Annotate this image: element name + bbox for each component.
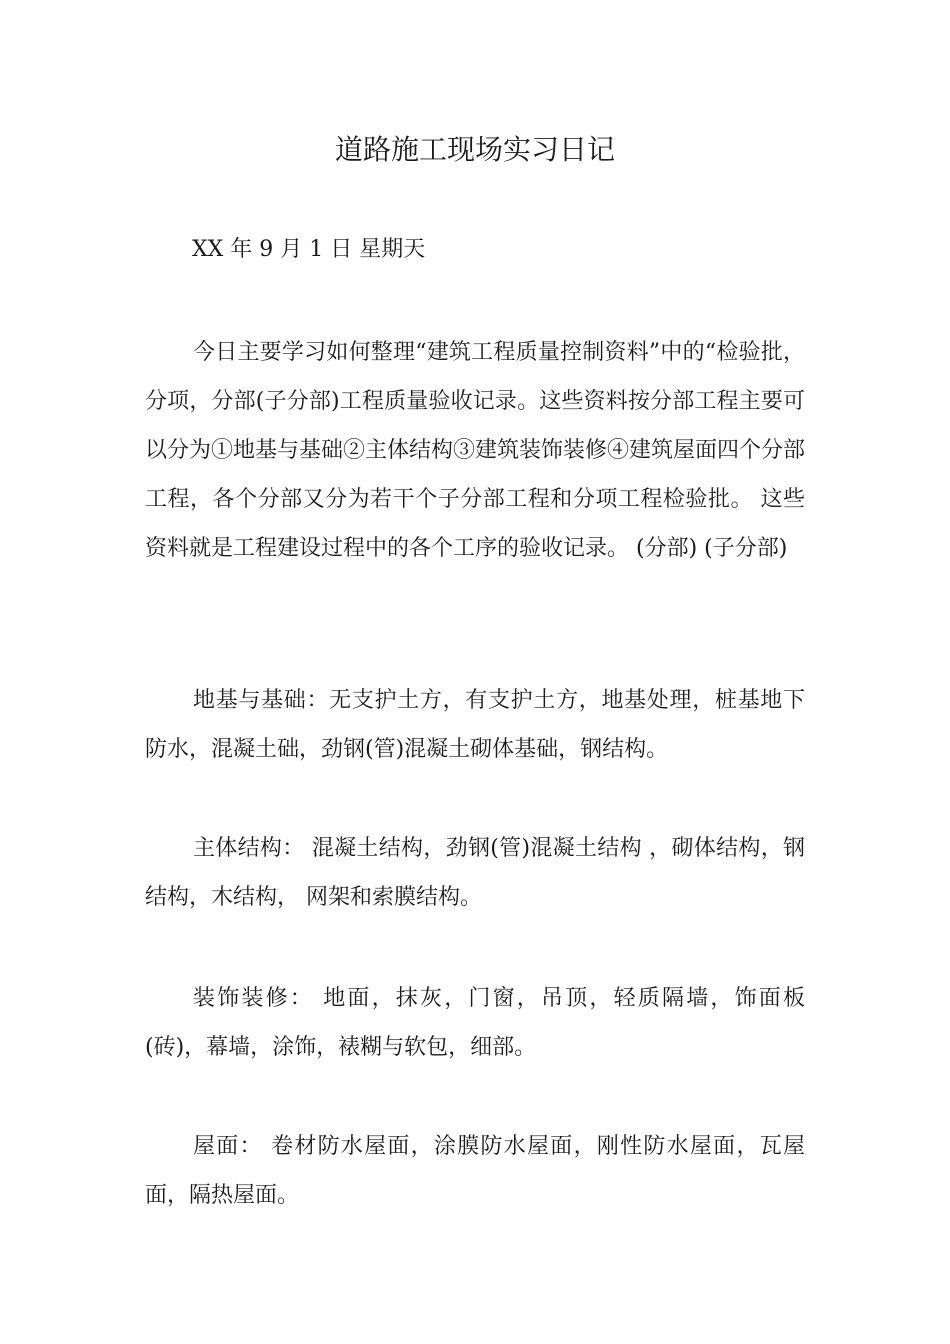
paragraph-main-structure: 主体结构： 混凝土结构，劲钢(管)混凝土结构 ，砌体结构，钢结构，木结构， 网架和索膜结构。 — [145, 836, 805, 910]
paragraph-roof: 屋面： 卷材防水屋面，涂膜防水屋面，刚性防水屋面，瓦屋面，隔热屋面。 — [145, 1134, 805, 1208]
date-line: XX 年 9 月 1 日 星期天 — [192, 237, 426, 262]
paragraph-decoration: 装饰装修： 地面，抹灰，门窗，吊顶，轻质隔墙，饰面板(砖)，幕墙，涂饰，裱糊与软包，细部。 — [145, 986, 805, 1060]
paragraph-intro: 今日主要学习如何整理“建筑工程质量控制资料”中的“检验批，分项，分部(子分部)工程质量验收记录。这些资料按分部工程主要可以分为①地基与基础②主体结构③建筑装饰装修④建筑屋面四个分部工程，各个分部又分为若干个子分部工程和分项工程检验批。 这些资料就是工程建设过程中的各个工序的验收记录。 (分部) (子分部) — [145, 340, 806, 561]
paragraph-foundation: 地基与基础：无支护土方，有支护土方，地基处理，桩基地下防水，混凝土础，劲钢(管)混凝土砌体基础，钢结构。 — [145, 688, 805, 762]
page-title: 道路施工现场实习日记 — [334, 133, 615, 166]
